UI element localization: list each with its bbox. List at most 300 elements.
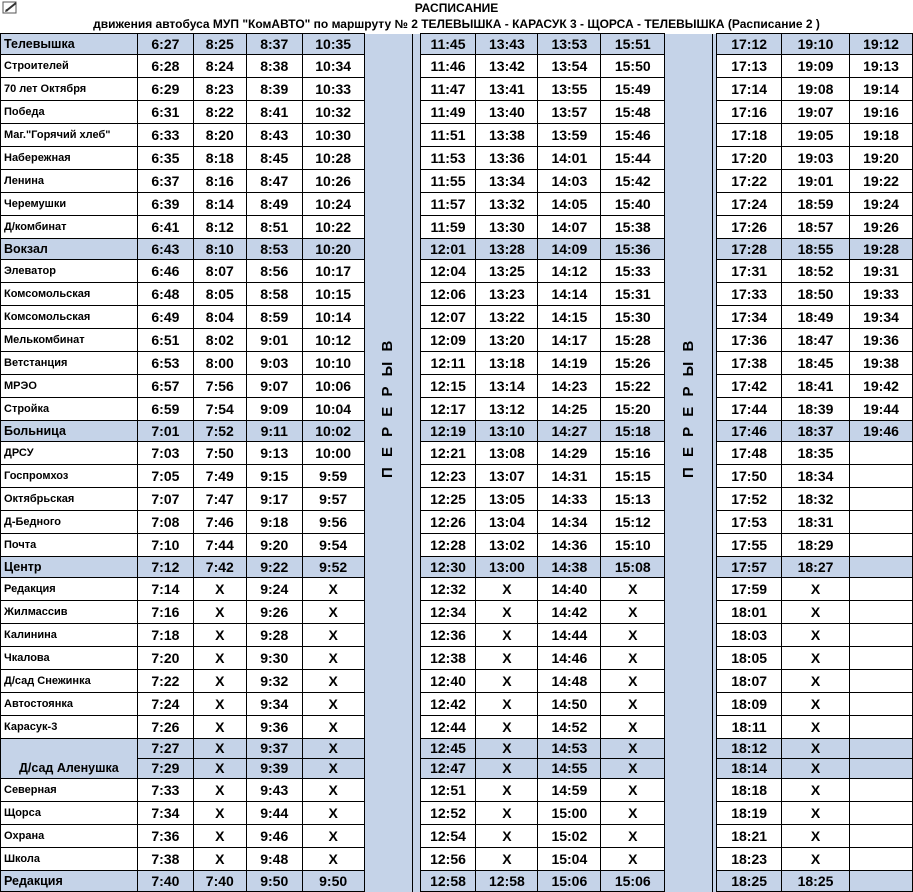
time-cell: 7:54: [193, 398, 246, 421]
time-cell: 12:40: [420, 670, 476, 693]
time-cell: 7:10: [137, 534, 193, 557]
time-cell: 14:12: [538, 260, 601, 283]
time-cell: 14:15: [538, 306, 601, 329]
time-cell: [849, 779, 912, 802]
time-cell: 15:02: [538, 825, 601, 848]
time-cell: Х: [193, 759, 246, 779]
time-cell: 8:38: [246, 55, 302, 78]
time-cell: 13:12: [476, 398, 538, 421]
time-cell: 13:36: [476, 147, 538, 170]
time-cell: Х: [302, 739, 364, 759]
time-cell: 9:01: [246, 329, 302, 352]
table-row: [1, 398, 913, 421]
time-cell: 15:13: [601, 488, 665, 511]
time-cell: 10:20: [302, 239, 364, 260]
time-cell: 13:34: [476, 170, 538, 193]
time-cell: Х: [782, 848, 850, 871]
table-row: [1, 442, 913, 465]
time-cell: 15:06: [538, 871, 601, 892]
time-cell: 17:44: [717, 398, 782, 421]
time-cell: 15:12: [601, 511, 665, 534]
time-cell: 12:52: [420, 802, 476, 825]
time-cell: 7:49: [193, 465, 246, 488]
time-cell: 13:08: [476, 442, 538, 465]
time-cell: 8:45: [246, 147, 302, 170]
time-cell: 7:47: [193, 488, 246, 511]
time-cell: 14:25: [538, 398, 601, 421]
time-cell: 15:46: [601, 124, 665, 147]
time-cell: 13:54: [538, 55, 601, 78]
time-cell: 18:07: [717, 670, 782, 693]
time-cell: Х: [302, 601, 364, 624]
time-cell: 14:55: [538, 759, 601, 779]
page-title: РАСПИСАНИЕ: [414, 1, 499, 15]
time-cell: 9:17: [246, 488, 302, 511]
time-cell: 15:00: [538, 802, 601, 825]
time-cell: Х: [782, 759, 850, 779]
time-cell: 7:29: [137, 759, 193, 779]
time-cell: Х: [601, 739, 665, 759]
time-cell: 9:44: [246, 802, 302, 825]
time-cell: 14:44: [538, 624, 601, 647]
time-cell: Х: [193, 802, 246, 825]
time-cell: 14:27: [538, 421, 601, 442]
stop-name-cell: Октябрьская: [1, 488, 138, 511]
time-cell: 8:23: [193, 78, 246, 101]
time-cell: Х: [302, 716, 364, 739]
time-cell: 12:58: [476, 871, 538, 892]
stop-name-cell: Черемушки: [1, 193, 138, 216]
time-cell: 12:15: [420, 375, 476, 398]
time-cell: 18:03: [717, 624, 782, 647]
time-cell: Х: [782, 739, 850, 759]
time-cell: 10:33: [302, 78, 364, 101]
time-cell: Х: [601, 578, 665, 601]
time-cell: 9:56: [302, 511, 364, 534]
time-cell: 8:12: [193, 216, 246, 239]
time-cell: 12:09: [420, 329, 476, 352]
time-cell: 13:59: [538, 124, 601, 147]
time-cell: 13:32: [476, 193, 538, 216]
stop-name-cell: Ветстанция: [1, 352, 138, 375]
time-cell: Х: [782, 779, 850, 802]
time-cell: Х: [302, 578, 364, 601]
time-cell: 18:25: [717, 871, 782, 892]
time-cell: 7:16: [137, 601, 193, 624]
time-cell: 9:37: [246, 739, 302, 759]
stop-name-cell: Школа: [1, 848, 138, 871]
time-cell: 13:55: [538, 78, 601, 101]
time-cell: 8:59: [246, 306, 302, 329]
time-cell: 8:20: [193, 124, 246, 147]
stop-name-cell: Телевышка: [1, 34, 138, 55]
time-cell: 7:14: [137, 578, 193, 601]
time-cell: Х: [476, 779, 538, 802]
table-row: [1, 848, 913, 871]
stop-name-cell: 70 лет Октября: [1, 78, 138, 101]
time-cell: Х: [302, 647, 364, 670]
time-cell: 9:34: [246, 693, 302, 716]
time-cell: 7:20: [137, 647, 193, 670]
time-cell: Х: [193, 716, 246, 739]
break-label: П Е Р Е Р Ы В: [679, 337, 697, 478]
time-cell: 12:28: [420, 534, 476, 557]
time-cell: 17:18: [717, 124, 782, 147]
time-cell: 14:33: [538, 488, 601, 511]
time-cell: 17:42: [717, 375, 782, 398]
time-cell: 17:55: [717, 534, 782, 557]
time-cell: 18:55: [782, 239, 850, 260]
time-cell: 15:36: [601, 239, 665, 260]
time-cell: Х: [193, 779, 246, 802]
time-cell: 8:24: [193, 55, 246, 78]
time-cell: [849, 739, 912, 759]
time-cell: 17:46: [717, 421, 782, 442]
time-cell: 18:21: [717, 825, 782, 848]
time-cell: 7:27: [137, 739, 193, 759]
time-cell: 18:14: [717, 759, 782, 779]
time-cell: 17:22: [717, 170, 782, 193]
time-cell: Х: [601, 693, 665, 716]
time-cell: Х: [193, 739, 246, 759]
time-cell: 10:15: [302, 283, 364, 306]
time-cell: 11:57: [420, 193, 476, 216]
time-cell: 9:57: [302, 488, 364, 511]
time-cell: 12:30: [420, 557, 476, 578]
time-cell: 14:48: [538, 670, 601, 693]
table-row: [1, 759, 913, 779]
time-cell: 19:33: [849, 283, 912, 306]
time-cell: 9:32: [246, 670, 302, 693]
time-cell: 8:53: [246, 239, 302, 260]
table-row: [1, 101, 913, 124]
time-cell: 19:16: [849, 101, 912, 124]
time-cell: 9:59: [302, 465, 364, 488]
time-cell: 9:07: [246, 375, 302, 398]
time-cell: 12:44: [420, 716, 476, 739]
time-cell: Х: [476, 716, 538, 739]
table-row: [1, 34, 913, 55]
stop-name-cell: Набережная: [1, 147, 138, 170]
stop-name-cell: Жилмассив: [1, 601, 138, 624]
time-cell: 19:31: [849, 260, 912, 283]
time-cell: 18:25: [782, 871, 850, 892]
table-row: [1, 557, 913, 578]
time-cell: 6:53: [137, 352, 193, 375]
stop-name-cell: Калинина: [1, 624, 138, 647]
table-row: [1, 716, 913, 739]
time-cell: [849, 511, 912, 534]
time-cell: 10:12: [302, 329, 364, 352]
time-cell: 10:06: [302, 375, 364, 398]
time-cell: 15:33: [601, 260, 665, 283]
time-cell: Х: [476, 848, 538, 871]
time-cell: Х: [601, 779, 665, 802]
time-cell: 10:30: [302, 124, 364, 147]
time-cell: Х: [782, 670, 850, 693]
time-cell: Х: [782, 693, 850, 716]
time-cell: 17:50: [717, 465, 782, 488]
time-cell: 12:58: [420, 871, 476, 892]
time-cell: Х: [601, 759, 665, 779]
time-cell: 19:26: [849, 216, 912, 239]
time-cell: 14:46: [538, 647, 601, 670]
time-cell: 17:48: [717, 442, 782, 465]
time-cell: [849, 624, 912, 647]
time-cell: 14:53: [538, 739, 601, 759]
stop-name-cell: Маг."Горячий хлеб": [1, 124, 138, 147]
time-cell: 7:42: [193, 557, 246, 578]
time-cell: 15:50: [601, 55, 665, 78]
time-cell: 8:18: [193, 147, 246, 170]
time-cell: 13:20: [476, 329, 538, 352]
time-cell: 17:31: [717, 260, 782, 283]
time-cell: 15:48: [601, 101, 665, 124]
time-cell: [849, 670, 912, 693]
time-cell: 8:39: [246, 78, 302, 101]
time-cell: 10:28: [302, 147, 364, 170]
time-cell: 7:22: [137, 670, 193, 693]
time-cell: 18:47: [782, 329, 850, 352]
time-cell: 13:25: [476, 260, 538, 283]
time-cell: 6:37: [137, 170, 193, 193]
time-cell: Х: [782, 578, 850, 601]
stop-name-cell: Мелькомбинат: [1, 329, 138, 352]
time-cell: Х: [476, 759, 538, 779]
time-cell: Х: [302, 759, 364, 779]
time-cell: Х: [302, 693, 364, 716]
time-cell: 8:49: [246, 193, 302, 216]
time-cell: 7:07: [137, 488, 193, 511]
time-cell: 19:10: [782, 34, 850, 55]
time-cell: 9:11: [246, 421, 302, 442]
time-cell: 18:12: [717, 739, 782, 759]
time-cell: Х: [193, 624, 246, 647]
time-cell: 17:52: [717, 488, 782, 511]
time-cell: 18:35: [782, 442, 850, 465]
time-cell: 19:36: [849, 329, 912, 352]
time-cell: Х: [782, 601, 850, 624]
time-cell: 9:50: [246, 871, 302, 892]
time-cell: 15:20: [601, 398, 665, 421]
time-cell: 14:23: [538, 375, 601, 398]
time-cell: 19:18: [849, 124, 912, 147]
time-cell: 6:51: [137, 329, 193, 352]
time-cell: 13:30: [476, 216, 538, 239]
time-cell: [849, 488, 912, 511]
time-cell: 14:59: [538, 779, 601, 802]
time-cell: 8:37: [246, 34, 302, 55]
time-cell: 12:04: [420, 260, 476, 283]
time-cell: 8:58: [246, 283, 302, 306]
time-cell: 7:33: [137, 779, 193, 802]
stop-name-cell: Вокзал: [1, 239, 138, 260]
break-column-1: [364, 34, 412, 892]
time-cell: 14:01: [538, 147, 601, 170]
table-row: [1, 534, 913, 557]
stop-name-cell: Чкалова: [1, 647, 138, 670]
time-cell: 15:42: [601, 170, 665, 193]
time-cell: 7:36: [137, 825, 193, 848]
time-cell: 12:38: [420, 647, 476, 670]
stop-name-cell: Редакция: [1, 578, 138, 601]
time-cell: 19:34: [849, 306, 912, 329]
time-cell: 13:42: [476, 55, 538, 78]
time-cell: [849, 693, 912, 716]
time-cell: [849, 442, 912, 465]
time-cell: 14:50: [538, 693, 601, 716]
table-row: [1, 216, 913, 239]
table-row: [1, 375, 913, 398]
time-cell: 7:40: [137, 871, 193, 892]
time-cell: 10:10: [302, 352, 364, 375]
time-cell: 19:28: [849, 239, 912, 260]
time-cell: 15:18: [601, 421, 665, 442]
time-cell: 9:13: [246, 442, 302, 465]
time-cell: 15:22: [601, 375, 665, 398]
schedule-table: [0, 33, 913, 892]
table-row: [1, 670, 913, 693]
time-cell: 8:43: [246, 124, 302, 147]
stop-name-cell: Элеватор: [1, 260, 138, 283]
time-cell: 14:03: [538, 170, 601, 193]
time-cell: [849, 647, 912, 670]
time-cell: 8:47: [246, 170, 302, 193]
stop-name-cell: Северная: [1, 779, 138, 802]
time-cell: 14:34: [538, 511, 601, 534]
time-cell: 6:35: [137, 147, 193, 170]
time-cell: 15:30: [601, 306, 665, 329]
time-cell: 15:40: [601, 193, 665, 216]
time-cell: [849, 578, 912, 601]
time-cell: 13:00: [476, 557, 538, 578]
time-cell: 17:36: [717, 329, 782, 352]
time-cell: 12:06: [420, 283, 476, 306]
time-cell: 9:50: [302, 871, 364, 892]
time-cell: 14:36: [538, 534, 601, 557]
time-cell: 10:14: [302, 306, 364, 329]
time-cell: Х: [193, 647, 246, 670]
time-cell: 15:04: [538, 848, 601, 871]
time-cell: 9:39: [246, 759, 302, 779]
time-cell: 15:06: [601, 871, 665, 892]
time-cell: 18:32: [782, 488, 850, 511]
stop-name-cell: Охрана: [1, 825, 138, 848]
time-cell: 19:08: [782, 78, 850, 101]
time-cell: 7:03: [137, 442, 193, 465]
time-cell: 6:48: [137, 283, 193, 306]
time-cell: 8:02: [193, 329, 246, 352]
time-cell: Х: [302, 802, 364, 825]
time-cell: 17:12: [717, 34, 782, 55]
time-cell: 12:17: [420, 398, 476, 421]
time-cell: 6:28: [137, 55, 193, 78]
time-cell: 12:42: [420, 693, 476, 716]
time-cell: 9:43: [246, 779, 302, 802]
time-cell: 19:03: [782, 147, 850, 170]
table-row: [1, 488, 913, 511]
time-cell: 14:14: [538, 283, 601, 306]
break-label: П Е Р Е Р Ы В: [379, 337, 397, 478]
table-row: [1, 124, 913, 147]
time-cell: 19:22: [849, 170, 912, 193]
time-cell: 6:33: [137, 124, 193, 147]
time-cell: 7:44: [193, 534, 246, 557]
time-cell: 13:10: [476, 421, 538, 442]
time-cell: 6:29: [137, 78, 193, 101]
time-cell: 18:34: [782, 465, 850, 488]
stop-name-cell: Д/комбинат: [1, 216, 138, 239]
time-cell: Х: [601, 670, 665, 693]
time-cell: 18:09: [717, 693, 782, 716]
time-cell: 15:49: [601, 78, 665, 101]
time-cell: 13:23: [476, 283, 538, 306]
time-cell: 14:19: [538, 352, 601, 375]
time-cell: 10:17: [302, 260, 364, 283]
time-cell: 19:20: [849, 147, 912, 170]
time-cell: 12:07: [420, 306, 476, 329]
time-cell: 7:52: [193, 421, 246, 442]
time-cell: 12:47: [420, 759, 476, 779]
time-cell: 10:02: [302, 421, 364, 442]
time-cell: Х: [193, 848, 246, 871]
table-row: [1, 739, 913, 759]
time-cell: 18:57: [782, 216, 850, 239]
time-cell: 17:24: [717, 193, 782, 216]
time-cell: Х: [601, 825, 665, 848]
table-row: [1, 352, 913, 375]
time-cell: 19:01: [782, 170, 850, 193]
time-cell: Х: [193, 670, 246, 693]
stop-name-cell: Д/сад Аленушка: [1, 739, 138, 779]
time-cell: 6:39: [137, 193, 193, 216]
time-cell: 7:50: [193, 442, 246, 465]
time-cell: Х: [193, 601, 246, 624]
table-row: [1, 693, 913, 716]
stop-name-cell: Ленина: [1, 170, 138, 193]
time-cell: [849, 557, 912, 578]
time-cell: 13:14: [476, 375, 538, 398]
time-cell: Х: [476, 825, 538, 848]
time-cell: Х: [601, 624, 665, 647]
time-cell: 14:38: [538, 557, 601, 578]
time-cell: 19:42: [849, 375, 912, 398]
time-cell: 18:49: [782, 306, 850, 329]
stop-name-cell: Победа: [1, 101, 138, 124]
stop-name-cell: Стройка: [1, 398, 138, 421]
table-row: [1, 329, 913, 352]
time-cell: 8:56: [246, 260, 302, 283]
time-cell: 9:15: [246, 465, 302, 488]
stop-name-cell: ДРСУ: [1, 442, 138, 465]
time-cell: 18:59: [782, 193, 850, 216]
time-cell: 13:28: [476, 239, 538, 260]
stop-name-cell: Госпромхоз: [1, 465, 138, 488]
time-cell: 9:03: [246, 352, 302, 375]
time-cell: 17:57: [717, 557, 782, 578]
break-column-2: [665, 34, 713, 892]
time-cell: 17:14: [717, 78, 782, 101]
time-cell: 11:51: [420, 124, 476, 147]
time-cell: 7:01: [137, 421, 193, 442]
time-cell: Х: [302, 825, 364, 848]
time-cell: 18:50: [782, 283, 850, 306]
stop-name-cell: Автостоянка: [1, 693, 138, 716]
time-cell: 18:52: [782, 260, 850, 283]
time-cell: Х: [302, 670, 364, 693]
time-cell: 12:21: [420, 442, 476, 465]
time-cell: 12:51: [420, 779, 476, 802]
